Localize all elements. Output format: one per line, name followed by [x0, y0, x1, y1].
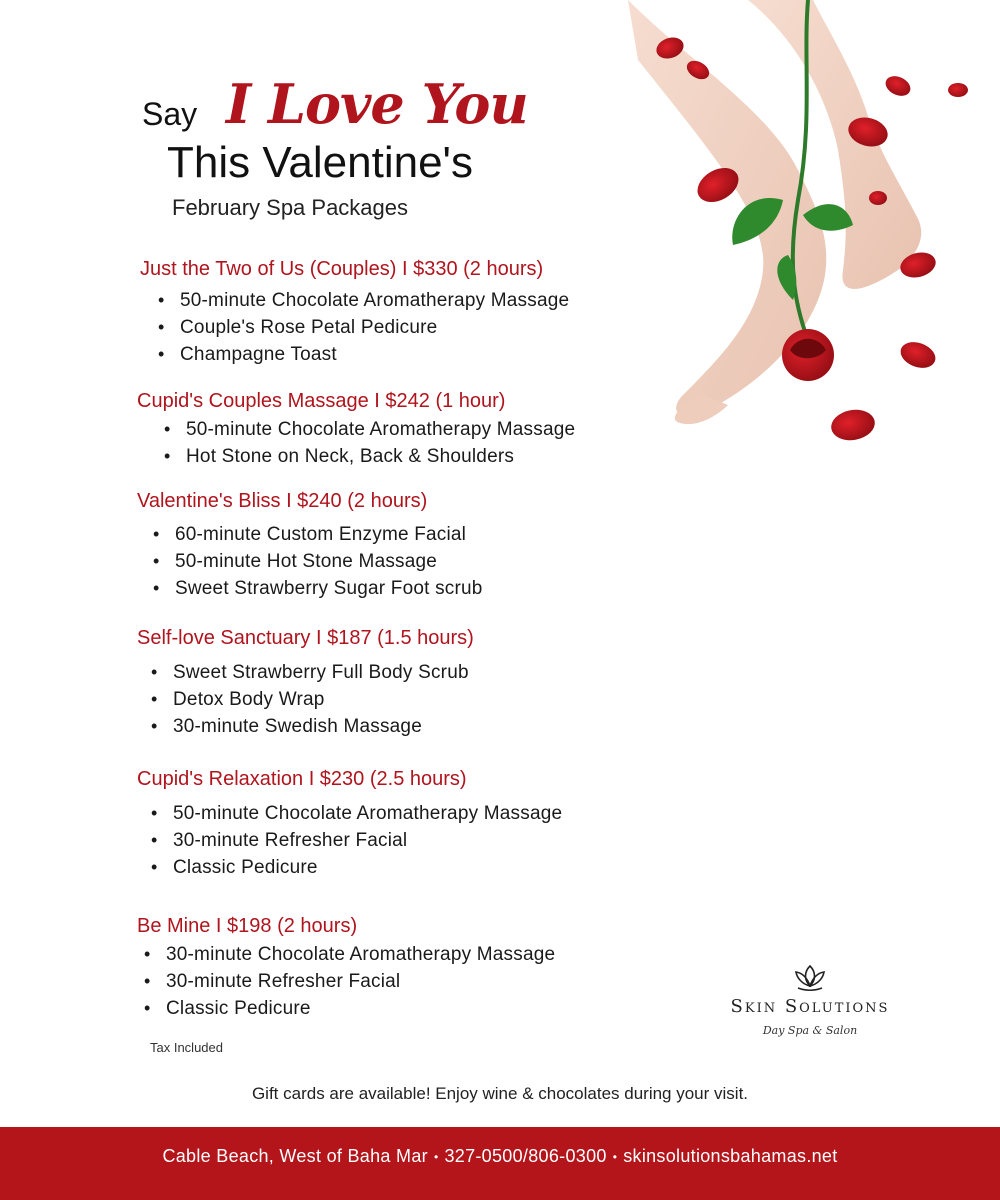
- page-subtitle: February Spa Packages: [172, 195, 409, 220]
- gift-note: Gift cards are available! Enjoy wine & chocolates during your visit.: [251, 1084, 749, 1103]
- package-items: [151, 800, 562, 881]
- list-item: • Couple's Rose Petal Pedicure: [158, 317, 438, 338]
- list-item: • Classic Pedicure: [144, 998, 311, 1019]
- footer-phone[interactable]: 327-0500/806-0300: [444, 1146, 607, 1166]
- logo-name: Skin Solutions: [730, 996, 890, 1017]
- tax-note: Tax Included: [150, 1040, 223, 1055]
- page-title: This Valentine's: [167, 138, 473, 187]
- logo-tagline: Day Spa & Salon: [762, 1024, 858, 1037]
- header-love-script: I Love You: [226, 72, 528, 136]
- footer-contact: [0, 1146, 1000, 1167]
- list-item: • Sweet Strawberry Sugar Foot scrub: [153, 578, 483, 599]
- list-item: • 30-minute Refresher Facial: [144, 971, 401, 992]
- package-title: Be Mine I $198 (2 hours): [137, 915, 358, 937]
- list-item: • Detox Body Wrap: [151, 689, 325, 710]
- list-item: • 30-minute Chocolate Aromatherapy Massage: [144, 944, 556, 965]
- list-item: • 30-minute Refresher Facial: [151, 830, 408, 851]
- list-item: • 30-minute Swedish Massage: [151, 716, 422, 737]
- list-item: • Champagne Toast: [158, 344, 337, 365]
- package-items: [153, 521, 483, 602]
- separator-dot: •: [612, 1150, 618, 1165]
- package-title: Self-love Sanctuary I $187 (1.5 hours): [137, 627, 474, 649]
- list-item: • 50-minute Chocolate Aromatherapy Massage: [158, 290, 570, 311]
- list-item: • Classic Pedicure: [151, 857, 318, 878]
- list-item: • 50-minute Hot Stone Massage: [153, 551, 438, 572]
- package-items: [158, 287, 569, 368]
- list-item: • Sweet Strawberry Full Body Scrub: [151, 662, 469, 683]
- list-item: • 50-minute Chocolate Aromatherapy Massage: [151, 803, 563, 824]
- list-item: • 60-minute Custom Enzyme Facial: [153, 524, 467, 545]
- header-say: Say: [142, 96, 198, 132]
- separator-dot: •: [433, 1150, 439, 1165]
- package-items: [164, 416, 575, 470]
- package-items: [144, 941, 555, 1022]
- lotus-icon: [788, 962, 832, 992]
- feet-rose-photo: [598, 0, 1000, 485]
- package-title: Just the Two of Us (Couples) I $330 (2 hours): [140, 258, 544, 280]
- footer-website-link[interactable]: skinsolutionsbahamas.net: [623, 1146, 838, 1166]
- package-title: Valentine's Bliss I $240 (2 hours): [137, 490, 428, 512]
- footer-location: Cable Beach, West of Baha Mar: [162, 1146, 428, 1166]
- list-item: • Hot Stone on Neck, Back & Shoulders: [164, 446, 515, 467]
- package-title: Cupid's Couples Massage I $242 (1 hour): [137, 390, 506, 412]
- package-title: Cupid's Relaxation I $230 (2.5 hours): [137, 768, 467, 790]
- list-item: • 50-minute Chocolate Aromatherapy Massage: [164, 419, 576, 440]
- package-items: [151, 659, 469, 740]
